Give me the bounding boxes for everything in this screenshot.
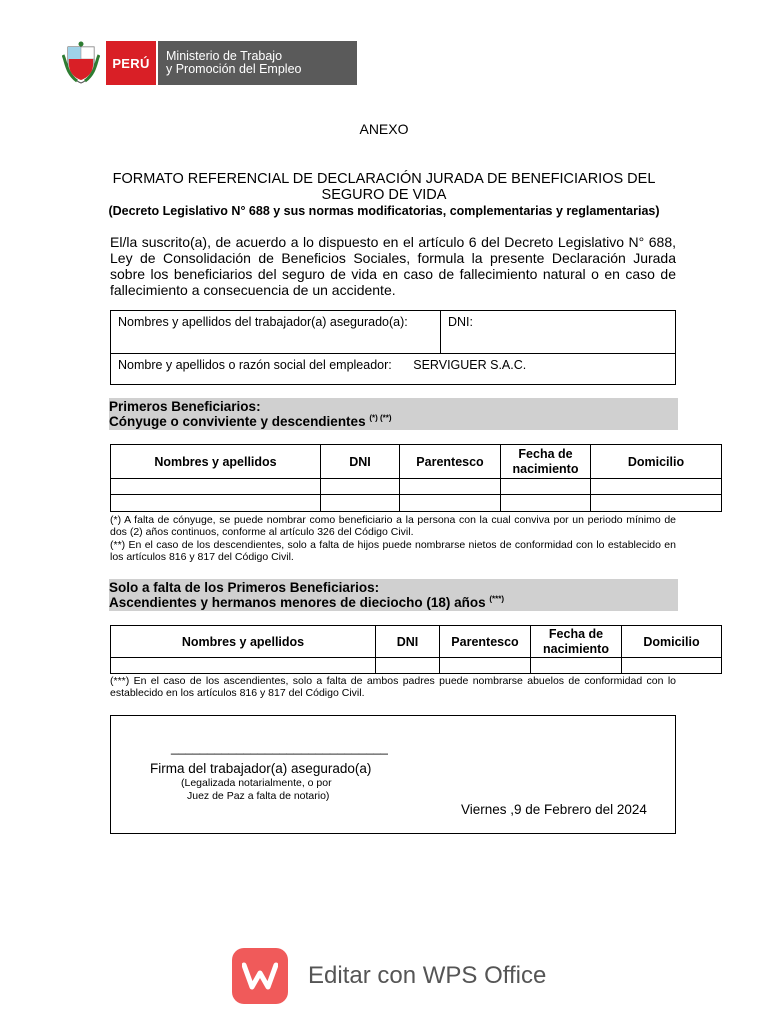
wps-edit-label[interactable]: Editar con WPS Office bbox=[308, 962, 547, 989]
section1-table bbox=[110, 444, 722, 512]
section1-note-1: (*) A falta de cónyuge, se puede nombrar como beneficiario a la persona con la cual conviva por un periodo mínimo de dos (2) años continuos, conforme al artículo 326 del Código Civil. bbox=[110, 514, 676, 538]
section1-title: Primeros Beneficiarios: bbox=[109, 399, 261, 414]
column-header: Nombres y apellidos bbox=[111, 445, 321, 479]
table-cell[interactable] bbox=[531, 658, 622, 674]
wps-logo-icon bbox=[232, 948, 288, 1004]
signature-note-1: (Legalizada notarialmente, o por bbox=[181, 777, 332, 789]
signature-box bbox=[110, 715, 676, 834]
table-cell[interactable] bbox=[321, 479, 400, 495]
title-line-2: SEGURO DE VIDA bbox=[321, 187, 447, 203]
column-header: Parentesco bbox=[400, 445, 501, 479]
employer-label: Nombre y apellidos o razón social del empleador: bbox=[118, 358, 392, 372]
employer-value: SERVIGUER S.A.C. bbox=[413, 358, 527, 372]
section1-marks: (*) (**) bbox=[369, 413, 392, 423]
column-header: DNI bbox=[376, 626, 440, 658]
ministry-logo bbox=[62, 41, 357, 85]
worker-name-field[interactable]: Nombres y apellidos del trabajador(a) asegurado(a): bbox=[111, 311, 441, 354]
peru-label: PERÚ bbox=[106, 41, 156, 85]
table-row bbox=[111, 495, 722, 512]
ministry-line-2: y Promoción del Empleo bbox=[166, 62, 302, 76]
section1-subtitle: Cónyuge o conviviente y descendientes bbox=[109, 414, 366, 429]
column-header: Domicilio bbox=[622, 626, 722, 658]
table-cell[interactable] bbox=[376, 658, 440, 674]
table-cell[interactable] bbox=[501, 495, 591, 512]
table-cell[interactable] bbox=[440, 658, 531, 674]
signature-date: Viernes ,9 de Febrero del 2024 bbox=[461, 802, 647, 817]
section1-note-2: (**) En el caso de los descendientes, solo a falta de hijos puede nombrarse nietos de conformidad con lo establecido en los artículos 816 y 817 del Código Civil. bbox=[110, 539, 676, 563]
table-cell[interactable] bbox=[591, 495, 722, 512]
annex-heading: ANEXO bbox=[359, 121, 409, 137]
document-subtitle: (Decreto Legislativo N° 688 y sus normas modificatorias, complementarias y reglamentarias) bbox=[108, 204, 660, 218]
column-header: Domicilio bbox=[591, 445, 722, 479]
table-cell[interactable] bbox=[622, 658, 722, 674]
worker-info-table bbox=[110, 310, 676, 385]
table-cell[interactable] bbox=[501, 479, 591, 495]
table-cell[interactable] bbox=[111, 658, 376, 674]
table-cell[interactable] bbox=[321, 495, 400, 512]
section2-table bbox=[110, 625, 722, 674]
column-header: DNI bbox=[321, 445, 400, 479]
section2-title: Solo a falta de los Primeros Beneficiarios: bbox=[109, 580, 380, 595]
column-header: Parentesco bbox=[440, 626, 531, 658]
table-row bbox=[111, 658, 722, 674]
ministry-line-1: Ministerio de Trabajo bbox=[166, 49, 283, 63]
section2-subtitle: Ascendientes y hermanos menores de dieciocho (18) años bbox=[109, 595, 486, 610]
table-cell[interactable] bbox=[111, 479, 321, 495]
signature-note-2: Juez de Paz a falta de notario) bbox=[187, 790, 330, 802]
worker-dni-field[interactable]: DNI: bbox=[441, 311, 676, 354]
title-line-1: FORMATO REFERENCIAL DE DECLARACIÓN JURADA DE BENEFICIARIOS DEL bbox=[112, 171, 656, 187]
intro-paragraph: El/la suscrito(a), de acuerdo a lo dispuesto en el artículo 6 del Decreto Legislativo N° 688, Ley de Consolidación de Beneficios Sociales, formula la presente Declaración Jurada sobre los beneficiarios del seguro de vida en caso de fallecimiento natural o en caso de fallecimiento a consecuencia de un accidente. bbox=[110, 234, 676, 298]
section2-marks: (***) bbox=[489, 594, 505, 604]
employer-field[interactable] bbox=[111, 354, 676, 385]
column-header: Fecha de nacimiento bbox=[501, 445, 591, 479]
document-title bbox=[0, 171, 768, 203]
column-header: Fecha de nacimiento bbox=[531, 626, 622, 658]
wps-edit-banner[interactable] bbox=[232, 948, 562, 1004]
table-cell[interactable] bbox=[400, 495, 501, 512]
coat-of-arms-icon bbox=[62, 41, 100, 85]
section1-heading bbox=[109, 398, 678, 430]
column-header: Nombres y apellidos bbox=[111, 626, 376, 658]
table-cell[interactable] bbox=[591, 479, 722, 495]
signature-label: Firma del trabajador(a) asegurado(a) bbox=[150, 761, 372, 776]
table-cell[interactable] bbox=[400, 479, 501, 495]
section2-note: (***) En el caso de los ascendientes, solo a falta de ambos padres puede nombrarse abuelos de conformidad con lo establecido en los artículos 816 y 817 del Código Civil. bbox=[110, 675, 676, 699]
ministry-name bbox=[156, 41, 357, 85]
table-cell[interactable] bbox=[111, 495, 321, 512]
signature-line: ______________________________ bbox=[171, 740, 388, 755]
table-row bbox=[111, 479, 722, 495]
section2-heading bbox=[109, 579, 678, 611]
